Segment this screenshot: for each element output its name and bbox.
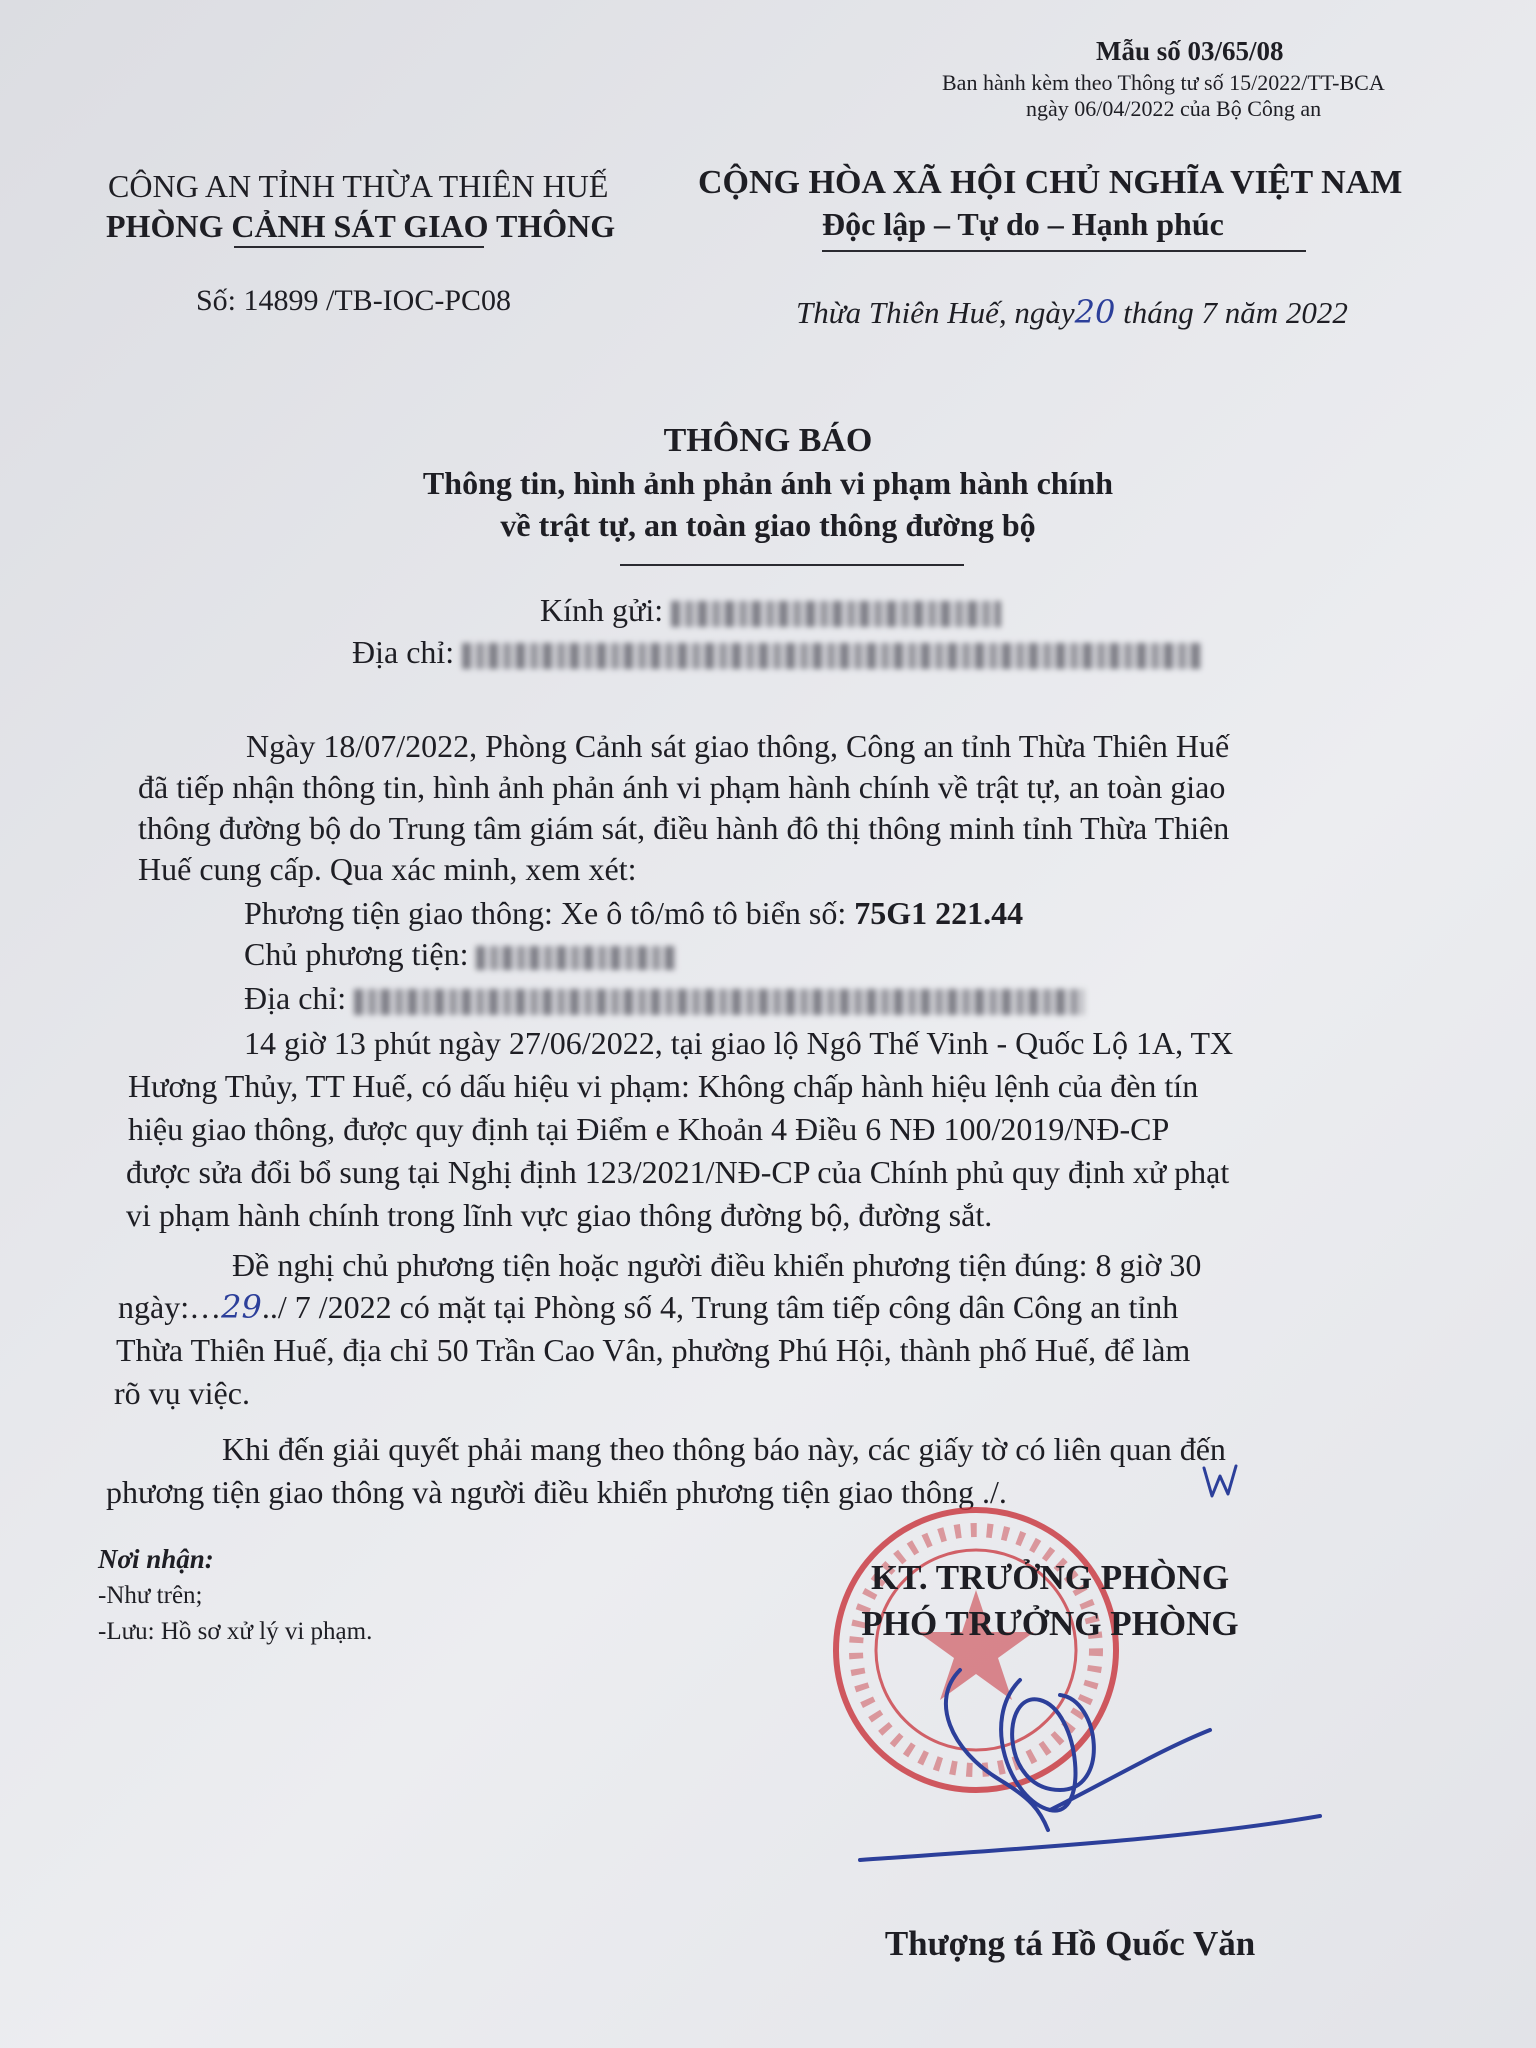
body-p1-line1: Ngày 18/07/2022, Phòng Cảnh sát giao thông, Công an tỉnh Thừa Thiên Huế bbox=[246, 728, 1230, 764]
department-underline bbox=[234, 246, 484, 248]
body-p3-line2-start: ngày:… bbox=[118, 1289, 222, 1325]
body-p2-line1: 14 giờ 13 phút ngày 27/06/2022, tại giao lộ Ngô Thế Vinh - Quốc Lộ 1A, TX bbox=[244, 1025, 1234, 1061]
recipients-label: Nơi nhận: bbox=[98, 1544, 214, 1574]
department-name: PHÒNG CẢNH SÁT GIAO THÔNG bbox=[106, 208, 616, 244]
recipient-address-redacted bbox=[462, 643, 1202, 669]
form-issued-line1: Ban hành kèm theo Thông tư số 15/2022/TT-BCA bbox=[942, 70, 1385, 95]
signer-title-line2: PHÓ TRƯỞNG PHÒNG bbox=[861, 1604, 1239, 1643]
date-suffix: tháng 7 năm 2022 bbox=[1123, 295, 1348, 330]
body-p1-line2: đã tiếp nhận thông tin, hình ảnh phản ánh vi phạm hành chính về trật tự, an toàn giao bbox=[138, 769, 1226, 805]
recipient-redacted bbox=[671, 601, 1001, 627]
signer-title-line1: KT. TRƯỞNG PHÒNG bbox=[870, 1558, 1230, 1597]
owner-address-label: Địa chỉ: bbox=[244, 980, 347, 1016]
notice-subtitle-2: về trật tự, an toàn giao thông đường bộ bbox=[500, 507, 1036, 543]
body-p4-line2: phương tiện giao thông và người điều khiển phương tiện giao thông ./. bbox=[106, 1474, 1007, 1510]
signer-name: Thượng tá Hồ Quốc Văn bbox=[884, 1924, 1256, 1963]
appointment-day-handwritten: 29 bbox=[221, 1288, 262, 1326]
recipient-line bbox=[540, 590, 1001, 631]
owner-label: Chủ phương tiện: bbox=[244, 936, 469, 972]
body-p2-line4: được sửa đổi bổ sung tại Nghị định 123/2021/NĐ-CP của Chính phủ quy định xử phạt bbox=[126, 1154, 1230, 1190]
vehicle-label: Phương tiện giao thông: Xe ô tô/mô tô biển số: bbox=[244, 895, 847, 931]
body-p3-line2 bbox=[118, 1287, 1178, 1328]
owner-line bbox=[244, 934, 676, 975]
body-p3-line2-end: ../ 7 /2022 có mặt tại Phòng số 4, Trung tâm tiếp công dân Công an tỉnh bbox=[261, 1289, 1179, 1325]
agency-name: CÔNG AN TỈNH THỪA THIÊN HUẾ bbox=[108, 168, 609, 204]
body-p2-line2: Hương Thủy, TT Huế, có dấu hiệu vi phạm: Không chấp hành hiệu lệnh của đèn tín bbox=[128, 1068, 1199, 1104]
notice-subtitle-1: Thông tin, hình ảnh phản ánh vi phạm hành chính bbox=[422, 465, 1114, 501]
title-underline bbox=[620, 564, 964, 566]
owner-address-redacted bbox=[354, 989, 1084, 1015]
body-p2-line3: hiệu giao thông, được quy định tại Điểm e Khoản 4 Điều 6 NĐ 100/2019/NĐ-CP bbox=[128, 1111, 1170, 1147]
recipient-label: Kính gửi: bbox=[540, 592, 664, 628]
body-p1-line4: Huế cung cấp. Qua xác minh, xem xét: bbox=[138, 851, 637, 887]
body-p3-line3: Thừa Thiên Huế, địa chỉ 50 Trần Cao Vân, phường Phú Hội, thành phố Huế, để làm bbox=[116, 1332, 1191, 1368]
recipients-item-2: -Lưu: Hồ sơ xử lý vi phạm. bbox=[98, 1618, 373, 1645]
date-day-handwritten: 20 bbox=[1074, 293, 1116, 331]
body-p3-line4: rõ vụ việc. bbox=[114, 1375, 250, 1411]
vehicle-line bbox=[244, 893, 1023, 934]
form-issued-line2: ngày 06/04/2022 của Bộ Công an bbox=[1026, 96, 1322, 121]
initial-mark-icon bbox=[1200, 1462, 1240, 1502]
vehicle-plate: 75G1 221.44 bbox=[854, 895, 1024, 931]
recipient-address-label: Địa chỉ: bbox=[352, 634, 455, 670]
body-p1-line3: thông đường bộ do Trung tâm giám sát, điều hành đô thị thông minh tỉnh Thừa Thiên bbox=[138, 810, 1230, 846]
nation-name: CỘNG HÒA XÃ HỘI CHỦ NGHĨA VIỆT NAM bbox=[698, 164, 1403, 201]
form-code: Mẫu số 03/65/08 bbox=[1096, 36, 1284, 66]
document-number: Số: 14899 /TB-IOC-PC08 bbox=[196, 284, 512, 317]
body-p4-line1: Khi đến giải quyết phải mang theo thông báo này, các giấy tờ có liên quan đến bbox=[222, 1431, 1226, 1467]
notice-title: THÔNG BÁO bbox=[663, 422, 873, 459]
body-p3-line1: Đề nghị chủ phương tiện hoặc người điều khiển phương tiện đúng: 8 giờ 30 bbox=[232, 1247, 1202, 1283]
document-date bbox=[796, 293, 1348, 331]
date-prefix: Thừa Thiên Huế, ngày bbox=[796, 295, 1075, 330]
recipient-address-line bbox=[352, 632, 1202, 673]
recipients-item-1: -Như trên; bbox=[98, 1582, 203, 1609]
motto-underline bbox=[822, 250, 1306, 252]
handwritten-signature-icon bbox=[850, 1640, 1410, 1870]
owner-redacted bbox=[476, 946, 676, 970]
owner-address-line bbox=[244, 978, 1084, 1019]
body-p2-line5: vi phạm hành chính trong lĩnh vực giao thông đường bộ, đường sắt. bbox=[126, 1197, 993, 1233]
nation-motto: Độc lập – Tự do – Hạnh phúc bbox=[822, 206, 1224, 242]
